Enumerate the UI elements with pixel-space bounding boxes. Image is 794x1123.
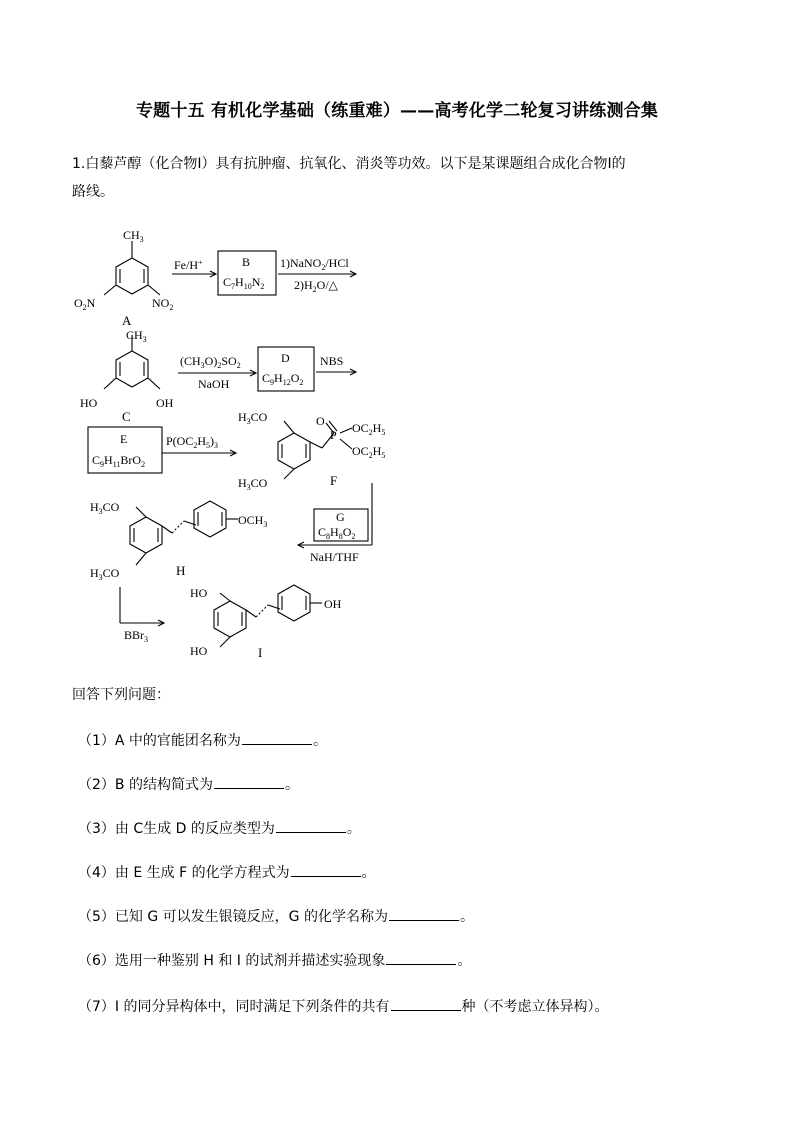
svg-text:P: P [330, 428, 337, 442]
svg-text:HO: HO [190, 586, 208, 600]
answer-heading: 回答下列问题： [72, 687, 170, 703]
svg-text:O: O [316, 414, 325, 428]
answer-blank[interactable] [389, 906, 459, 921]
answer-blank[interactable] [386, 950, 456, 965]
box-E [88, 427, 162, 473]
box-G [310, 509, 368, 564]
compound-H [90, 500, 267, 582]
answer-blank[interactable] [242, 730, 312, 745]
compound-C [80, 328, 174, 424]
svg-text:E: E [120, 432, 128, 446]
sub-question-1: （1）A 中的官能团名称为 。 [78, 730, 327, 750]
svg-text:NBS: NBS [320, 354, 344, 368]
arrow-B-to-C [278, 256, 356, 294]
svg-text:OH: OH [156, 396, 174, 410]
svg-text:I: I [258, 645, 263, 660]
arrow-H-to-I [120, 587, 164, 644]
sub-question-7: （7）I 的同分异构体中，同时满足下列条件的共有 种（不考虑立体异构）。 [78, 996, 609, 1016]
arrow-D-to-E [316, 354, 356, 375]
svg-text:G: G [336, 510, 345, 524]
svg-text:C: C [122, 409, 131, 424]
svg-text:C7H10N2: $C_7H_{10}N_2$ [223, 275, 265, 291]
answer-blank[interactable] [214, 774, 284, 789]
document-title: 专题十五 有机化学基础（练重难）——高考化学二轮复习讲练测合集 [135, 101, 659, 121]
intro-line-2: 路线。 [72, 184, 114, 200]
sub-question-5: （5）已知 G 可以发生银镜反应，G 的化学名称为 。 [78, 906, 474, 926]
svg-text:H: H [176, 563, 186, 578]
svg-text:D: D [281, 351, 290, 365]
svg-text:OC2H5: $OC_2H_5$ [352, 421, 386, 437]
synthesis-scheme [60, 215, 400, 675]
svg-text:F: F [330, 473, 338, 488]
box-D [258, 347, 314, 391]
sub-question-2: （2）B 的结构简式为 。 [78, 774, 299, 794]
svg-text:H3CO: $H_3CO$ [90, 566, 120, 582]
intro-line-1: 1.白藜芦醇（化合物Ⅰ）具有抗肿瘤、抗氧化、消炎等功效。以下是某课题组合成化合物Ⅰ的 [72, 156, 626, 172]
arrow-A-to-B [172, 258, 216, 277]
svg-text:O2N: $O_2N$ [74, 296, 96, 312]
svg-text:2)H2O/△: $2)H_2O/\triangle$ [294, 278, 338, 294]
compound-F [238, 410, 385, 492]
svg-text:P(OC2H5)3: $P(OC_2H_5)_3$ [166, 434, 219, 450]
svg-text:H3CO: $H_3CO$ [238, 410, 268, 426]
svg-text:Fe/H+: Fe/H+ [174, 258, 203, 272]
svg-text:H3CO: $H_3CO$ [90, 500, 120, 516]
svg-text:OH: OH [324, 597, 342, 611]
sub-question-3: （3）由 C生成 D 的反应类型为 。 [78, 818, 361, 838]
answer-blank[interactable] [291, 862, 361, 877]
svg-text:NaOH: NaOH [198, 377, 230, 391]
svg-text:OC2H5: $OC_2H_5$ [352, 444, 386, 460]
svg-text:CH3: $CH_3$ [123, 228, 144, 244]
answer-blank[interactable] [391, 996, 461, 1011]
sub-question-6: （6）选用一种鉴别 H 和 I 的试剂并描述实验现象 。 [78, 950, 471, 970]
box-B [218, 251, 276, 295]
svg-text:(CH3O)2SO2: $(CH_3O)_2SO_2$ [180, 354, 241, 370]
svg-text:C8H8O2: $C_8H_8O_2$ [318, 525, 356, 541]
svg-text:OCH3: $OCH_3$ [238, 513, 268, 529]
svg-text:H3CO: $H_3CO$ [238, 476, 268, 492]
sub-question-4: （4）由 E 生成 F 的化学方程式为 。 [78, 862, 376, 882]
svg-text:CH3: $CH_3$ [126, 328, 147, 344]
svg-text:NO2: $NO_2$ [152, 296, 174, 312]
svg-text:B: B [242, 255, 251, 269]
arrow-E-to-F [162, 434, 236, 456]
svg-text:1)NaNO2/HCl: 1)NaNO$_2$/HCl [280, 256, 349, 272]
compound-A [74, 228, 173, 328]
compound-I [190, 585, 342, 660]
svg-text:HO: HO [80, 396, 98, 410]
svg-text:C9H12O2: $C_9H_{12}O_2$ [262, 371, 304, 387]
svg-text:C9H11BrO2: $C_9H_{11}BrO_2$ [92, 453, 146, 469]
svg-text:HO: HO [190, 644, 208, 658]
arrow-C-to-D [178, 354, 256, 391]
answer-blank[interactable] [276, 818, 346, 833]
svg-text:NaH/THF: NaH/THF [310, 550, 359, 564]
question-intro [72, 150, 722, 206]
svg-text:A: A [122, 313, 132, 328]
svg-text:BBr3: BBr$_3$ [124, 628, 149, 644]
